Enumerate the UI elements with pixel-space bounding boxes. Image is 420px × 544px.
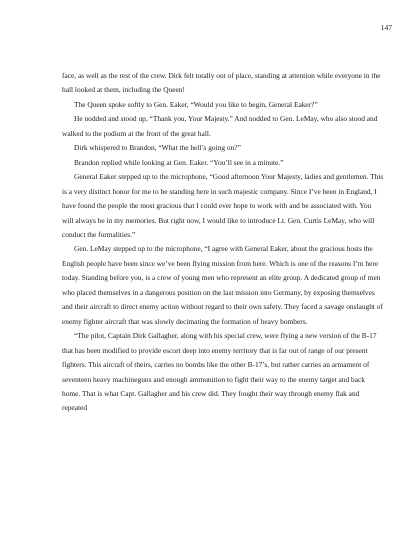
paragraph: The Queen spoke softly to Gen. Eaker, “Would you like to begin, General Eaker?” (74, 99, 318, 109)
paragraph: General Eaker stepped up to the microphone, “Good afternoon Your Majesty, ladies and gentlemen. This is a very distinct honor for me to be standing here in such majestic company. Since I’ve been in England, I have found the people the most gracious that I could ever hope to work with and be associated with. You will always be in my memories. But right now, I would like to introduce Lt. Gen. Curtis LeMay, who will conduct the formalities.” (62, 172, 384, 239)
paragraph: face, as well as the rest of the crew. Dirk felt totally out of place, standing at attention while everyone in the hall looked at them, including the Queen! (62, 71, 381, 95)
paragraph: Dirk whispered to Brandon, “What the hell’s going on?” (74, 143, 241, 153)
paragraph: He nodded and stood up, “Thank you, Your Majesty.” And nodded to Gen. LeMay, who also stood and walked to the podium at the front of the great hall. (62, 114, 378, 138)
paragraph: Brandon replied while looking at Gen. Eaker. “You’ll see in a minute.” (74, 157, 284, 167)
page-number: 147 (380, 23, 392, 32)
paragraph: “The pilot, Captain Dirk Gallagher, along with his special crew, were flying a new version of the B-17 that has been modified to provide escort deep into enemy territory that is far out of range of our present fighters. This aircraft of theirs, carries no bombs like the other B-17’s, but rather carries an armament of seventeen heavy machineguns and enough ammunition to fight their way to the enemy target and back home. That is what Capt. Gallagher and his crew did. They fought their way through enemy flak and repeated (62, 331, 377, 413)
body-text (62, 69, 384, 416)
paragraph: Gen. LeMay stepped up to the microphone, “I agree with General Eaker, about the gracious hosts the English people have been since we’ve been flying mission from here. Which is one of the reasons I’m here today. Standing before you, is a crew of young men who represent an elite group. A dedicated group of men who placed themselves in a dangerous position on the last mission into Germany, by exposing themselves and their aircraft to direct enemy action without regard to their own safety. They faced a savage onslaught of enemy fighter aircraft that was slowly decimating the formation of heavy bombers. (62, 244, 383, 326)
